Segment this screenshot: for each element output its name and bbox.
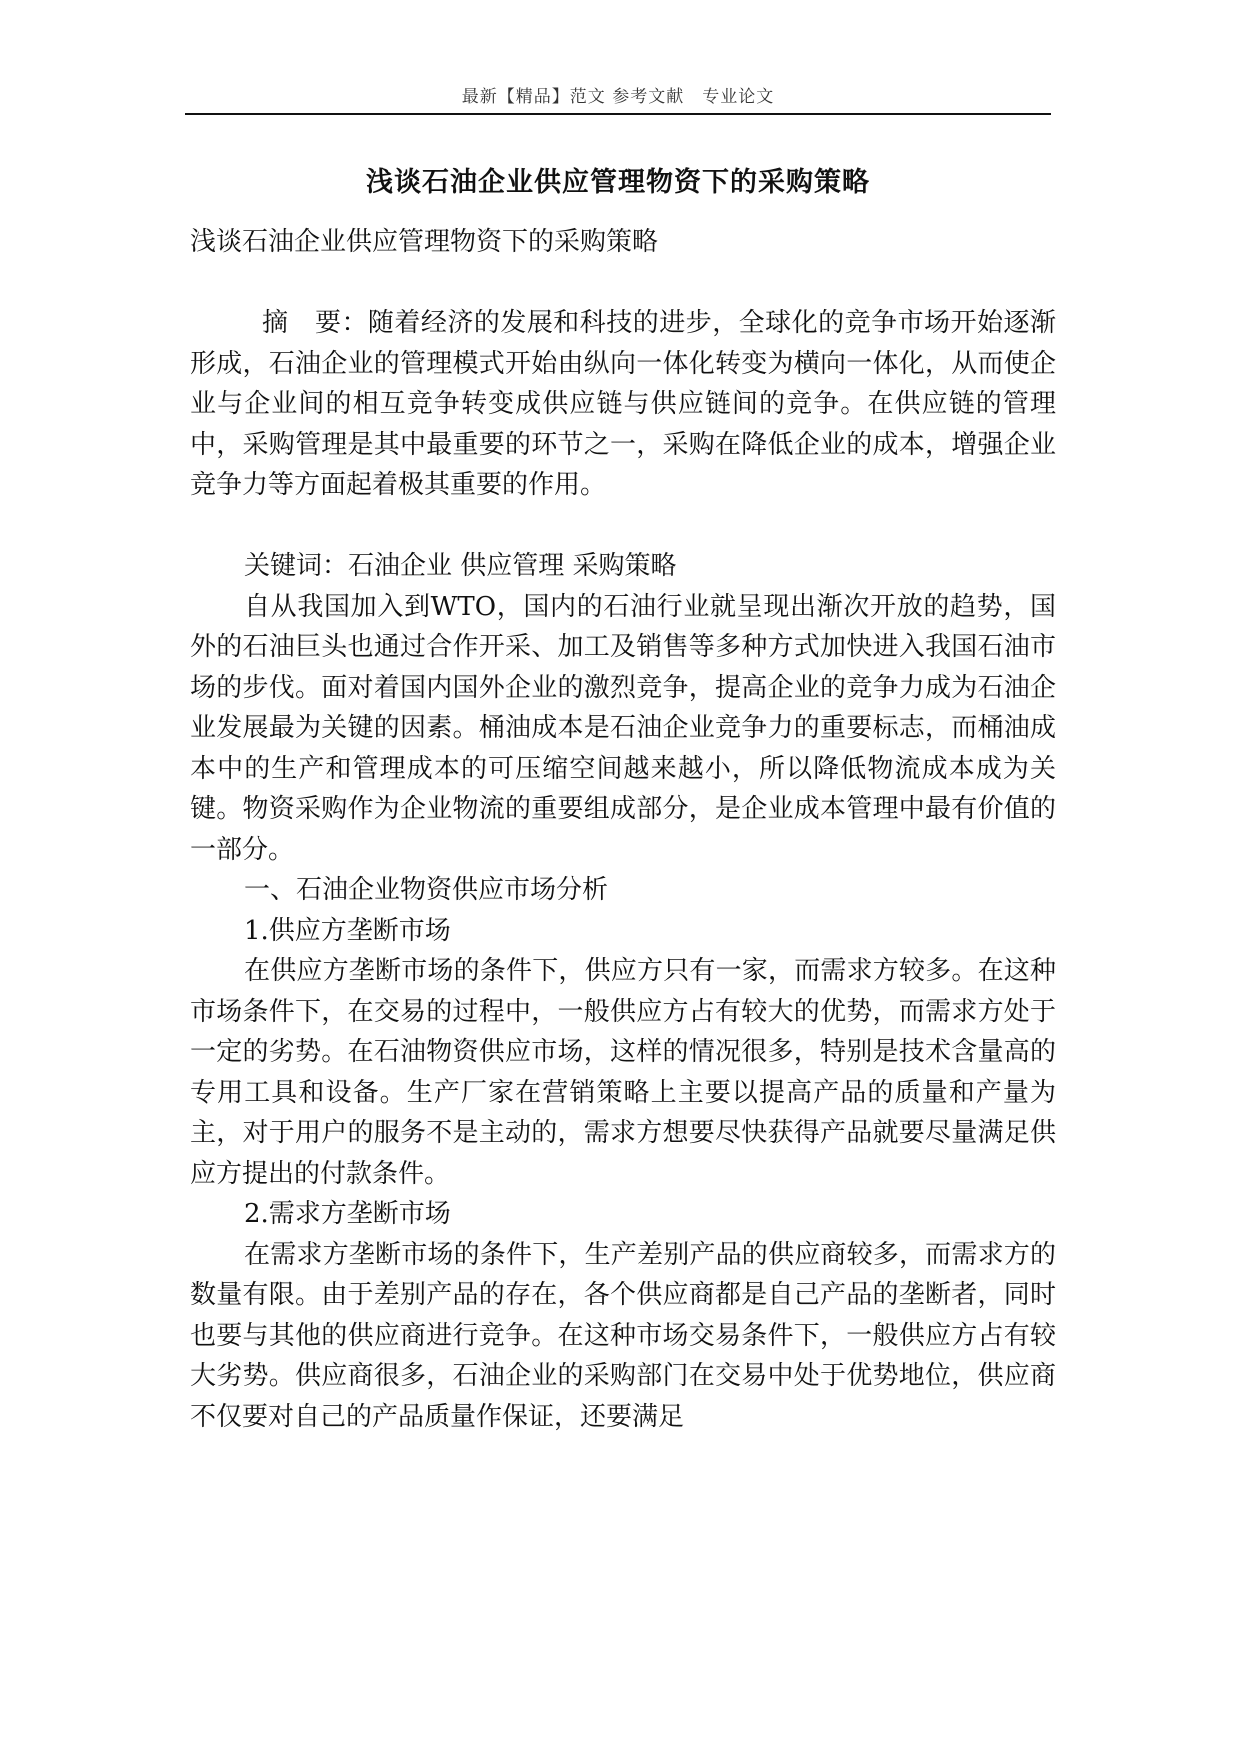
document-body — [190, 222, 1056, 1437]
subsection-paragraph-2: 在需求方垄断市场的条件下，生产差别产品的供应商较多，而需求方的数量有限。由于差别产品的存在，各个供应商都是自己产品的垄断者，同时也要与其他的供应商进行竞争。在这种市场交易条件下，一般供应方占有较大劣势。供应商很多，石油企业的采购部门在交易中处于优势地位，供应商不仅要对自己的产品质量作保证，还要满足 — [190, 1239, 1056, 1432]
running-header: 最新【精品】范文 参考文献 专业论文 — [461, 87, 775, 107]
abstract-paragraph: 摘 要：随着经济的发展和科技的进步，全球化的竞争市场开始逐渐形成，石油企业的管理模式开始由纵向一体化转变为横向一体化，从而使企业与企业间的相互竞争转变成供应链与供应链间的竞争。在供应链的管理中，采购管理是其中最重要的环节之一，采购在降低企业的成本，增强企业竞争力等方面起着极其重要的作用。 — [190, 308, 1056, 500]
subsection-paragraph-1: 在供应方垄断市场的条件下，供应方只有一家，而需求方较多。在这种市场条件下，在交易的过程中，一般供应方占有较大的优势，而需求方处于一定的劣势。在石油物资供应市场，这样的情况很多，特别是技术含量高的专用工具和设备。生产厂家在营销策略上主要以提高产品的质量和产量为主，对于用户的服务不是主动的，需求方想要尽快获得产品就要尽量满足供应方提出的付款条件。 — [190, 956, 1056, 1189]
intro-paragraph: 自从我国加入到WTO，国内的石油行业就呈现出渐次开放的趋势，国外的石油巨头也通过合作开采、加工及销售等多种方式加快进入我国石油市场的步伐。面对着国内国外企业的激烈竞争，提高企业的竞争力成为石油企业发展最为关键的因素。桶油成本是石油企业竞争力的重要标志，而桶油成本中的生产和管理成本的可压缩空间越来越小，所以降低物流成本成为关键。物资采购作为企业物流的重要组成部分，是企业成本管理中最有价值的一部分。 — [190, 591, 1056, 865]
section-heading: 一、石油企业物资供应市场分析 — [244, 875, 609, 905]
header-divider — [185, 113, 1051, 115]
document-title: 浅谈石油企业供应管理物资下的采购策略 — [366, 167, 870, 198]
keywords-line: 关键词：石油企业 供应管理 采购策略 — [244, 551, 677, 581]
subsection-heading-1: 1.供应方垄断市场 — [244, 915, 451, 946]
document-subtitle: 浅谈石油企业供应管理物资下的采购策略 — [190, 227, 659, 257]
subsection-heading-2: 2.需求方垄断市场 — [244, 1199, 451, 1229]
